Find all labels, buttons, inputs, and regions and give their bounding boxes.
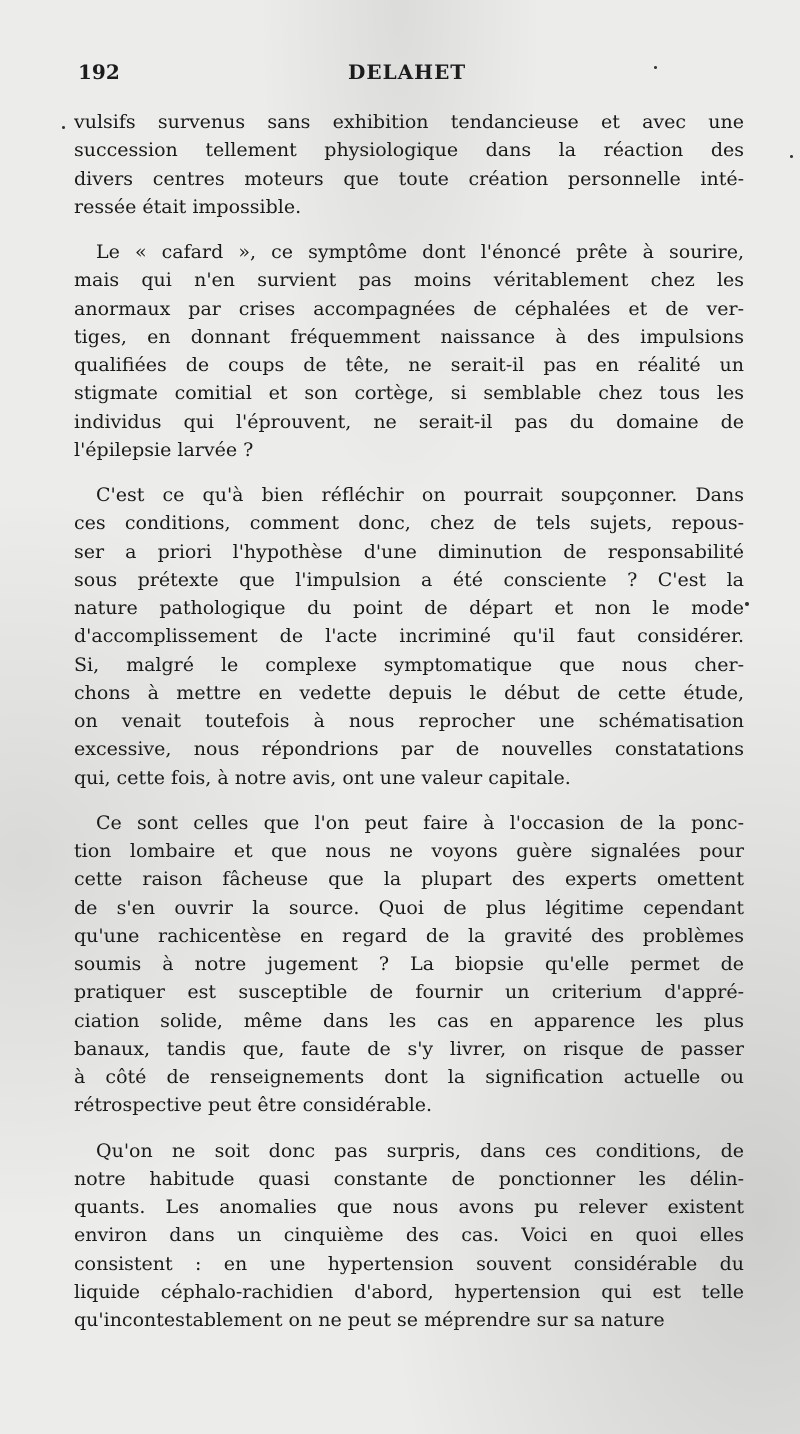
text-line: ressée était impossible.: [74, 195, 302, 218]
text-line: quants. Les anomalies que nous avons pu relever existent: [74, 1196, 744, 1218]
text-line: chons à mettre en vedette depuis le début de cette étude,: [74, 681, 744, 704]
scan-speck: [654, 66, 657, 69]
text-line: divers centres moteurs que toute création personnelle inté-: [74, 167, 744, 190]
text-line: tiges, en donnant fréquemment naissance à des impulsions: [74, 325, 744, 348]
text-line: environ dans un cinquième des cas. Voici en quoi elles: [74, 1224, 744, 1247]
text-line: anormaux par crises accompagnées de céphalées et de ver-: [74, 297, 744, 320]
text-line: on venait toutefois à nous reprocher une schématisation: [74, 710, 744, 732]
text-line: succession tellement physiologique dans la réaction des: [74, 139, 744, 162]
text-line: tion lombaire et que nous ne voyons guère signalées pour: [74, 840, 744, 862]
text-line: consistent : en une hypertension souvent considérable du: [74, 1252, 744, 1275]
scan-speck: [790, 155, 793, 158]
page-number: 192: [78, 60, 120, 84]
paragraph: [74, 1137, 744, 1335]
text-line: sous prétexte que l'impulsion a été consciente ? C'est la: [74, 568, 744, 591]
scan-speck: [62, 126, 65, 129]
text-line: Le « cafard », ce symptôme dont l'énoncé prête à sourire,: [96, 241, 744, 263]
scan-speck: [745, 602, 749, 606]
text-line: excessive, nous répondrions par de nouvelles constatations: [74, 738, 744, 761]
body-text: [74, 108, 744, 1351]
text-line: soumis à notre jugement ? La biopsie qu'elle permet de: [74, 953, 744, 975]
text-line: vulsifs survenus sans exhibition tendancieuse et avec une: [74, 111, 744, 133]
text-line: stigmate comitial et son cortège, si semblable chez tous les: [74, 382, 744, 405]
text-line: à côté de renseignements dont la signification actuelle ou: [74, 1066, 744, 1088]
text-line: liquide céphalo-rachidien d'abord, hypertension qui est telle: [74, 1280, 744, 1303]
text-line: qu'incontestablement on ne peut se méprendre sur sa nature: [74, 1309, 665, 1331]
text-line: de s'en ouvrir la source. Quoi de plus légitime cependant: [74, 896, 744, 919]
text-line: pratiquer est susceptible de fournir un criterium d'appré-: [74, 981, 744, 1004]
text-line: qui, cette fois, à notre avis, ont une valeur capitale.: [74, 766, 571, 789]
text-line: l'épilepsie larvée ?: [74, 438, 254, 461]
text-line: qu'une rachicentèse en regard de la gravité des problèmes: [74, 924, 744, 947]
text-line: individus qui l'éprouvent, ne serait-il pas du domaine de: [74, 410, 744, 433]
paragraph: [74, 481, 744, 792]
paragraph: [74, 809, 744, 1120]
text-line: ces conditions, comment donc, chez de tels sujets, repous-: [74, 512, 744, 535]
text-line: Si, malgré le complexe symptomatique que nous cher-: [74, 653, 744, 676]
text-line: Ce sont celles que l'on peut faire à l'occasion de la ponc-: [96, 811, 744, 834]
text-line: ser a priori l'hypothèse d'une diminution de responsabilité: [74, 540, 744, 563]
text-line: d'accomplissement de l'acte incriminé qu'il faut considérer.: [74, 625, 744, 648]
text-line: rétrospective peut être considérable.: [74, 1094, 433, 1117]
paragraph: [74, 238, 744, 464]
running-head: DELAHET: [348, 60, 467, 84]
text-line: mais qui n'en survient pas moins véritablement chez les: [74, 269, 744, 292]
text-line: ciation solide, même dans les cas en apparence les plus: [74, 1009, 744, 1032]
text-line: Qu'on ne soit donc pas surpris, dans ces conditions, de: [96, 1139, 744, 1162]
text-line: notre habitude quasi constante de ponctionner les délin-: [74, 1167, 744, 1190]
text-line: banaux, tandis que, faute de s'y livrer, on risque de passer: [74, 1037, 744, 1060]
page-header: [78, 60, 742, 90]
text-line: C'est ce qu'à bien réfléchir on pourrait soupçonner. Dans: [96, 484, 744, 506]
text-line: qualifiées de coups de tête, ne serait-il pas en réalité un: [74, 354, 744, 376]
text-line: nature pathologique du point de départ et non le mode: [74, 597, 744, 619]
text-line: cette raison fâcheuse que la plupart des experts omettent: [74, 868, 744, 891]
paragraph: [74, 108, 744, 221]
